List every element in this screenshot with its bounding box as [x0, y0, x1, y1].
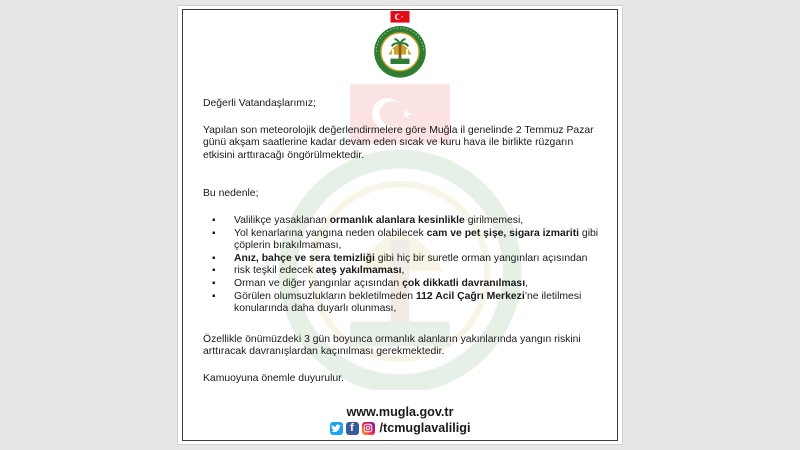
- website-link[interactable]: www.mugla.gov.tr: [346, 405, 454, 419]
- mugla-valiligi-seal: [366, 11, 434, 79]
- facebook-icon[interactable]: f: [346, 422, 359, 435]
- letter-body: [203, 98, 603, 386]
- announcement-line: Kamuoyuna önemle duyurulur.: [203, 372, 344, 384]
- social-bar: [178, 421, 622, 435]
- instagram-icon[interactable]: [362, 422, 375, 435]
- list-item: ▪ Orman ve diğer yangınlar açısından çok dikkatli davranılması,: [212, 278, 603, 291]
- list-item: ▪ risk teşkil edecek ateş yakılmaması,: [212, 265, 603, 278]
- list-item: ▪ Valilikçe yasaklanan ormanlık alanlara kesinlikle girilmemesi,: [212, 215, 603, 228]
- announcement-page: [178, 6, 622, 444]
- social-handle[interactable]: /tcmuglavaliligi: [379, 421, 471, 435]
- list-item: ▪ Yol kenarlarına yangına neden olabilecek cam ve pet şişe, sigara izmariti gibi çöplerin bırakılmaması,: [212, 228, 603, 253]
- twitter-icon[interactable]: [330, 422, 343, 435]
- precaution-list: [203, 215, 603, 316]
- greeting: Değerli Vatandaşlarımız;: [203, 98, 316, 109]
- intro-paragraph: Yapılan son meteorolojik değerlendirmelere göre Muğla il genelinde 2 Temmuz Pazar günü akşam saatlerine kadar devam eden sıcak ve kuru hava ile birlikte rüzgarın etkisini arttıracağı öngörülmektedir.: [203, 124, 594, 161]
- list-item: ▪ Görülen olumsuzlukların bekletilmeden 112 Acil Çağrı Merkezi’ne iletilmesi konularında daha duyarlı olunması,: [212, 291, 603, 316]
- list-item: ▪ Anız, bahçe ve sera temizliği gibi hiç bir suretle orman yangınları açısından: [212, 253, 603, 266]
- closing-paragraph: Özellikle önümüzdeki 3 gün boyunca ormanlık alanların yakınlarında yangın riskini arttıracak davranışlardan kaçınılması gerekmektedir.: [203, 333, 581, 358]
- reason-heading: Bu nedenle;: [203, 188, 259, 200]
